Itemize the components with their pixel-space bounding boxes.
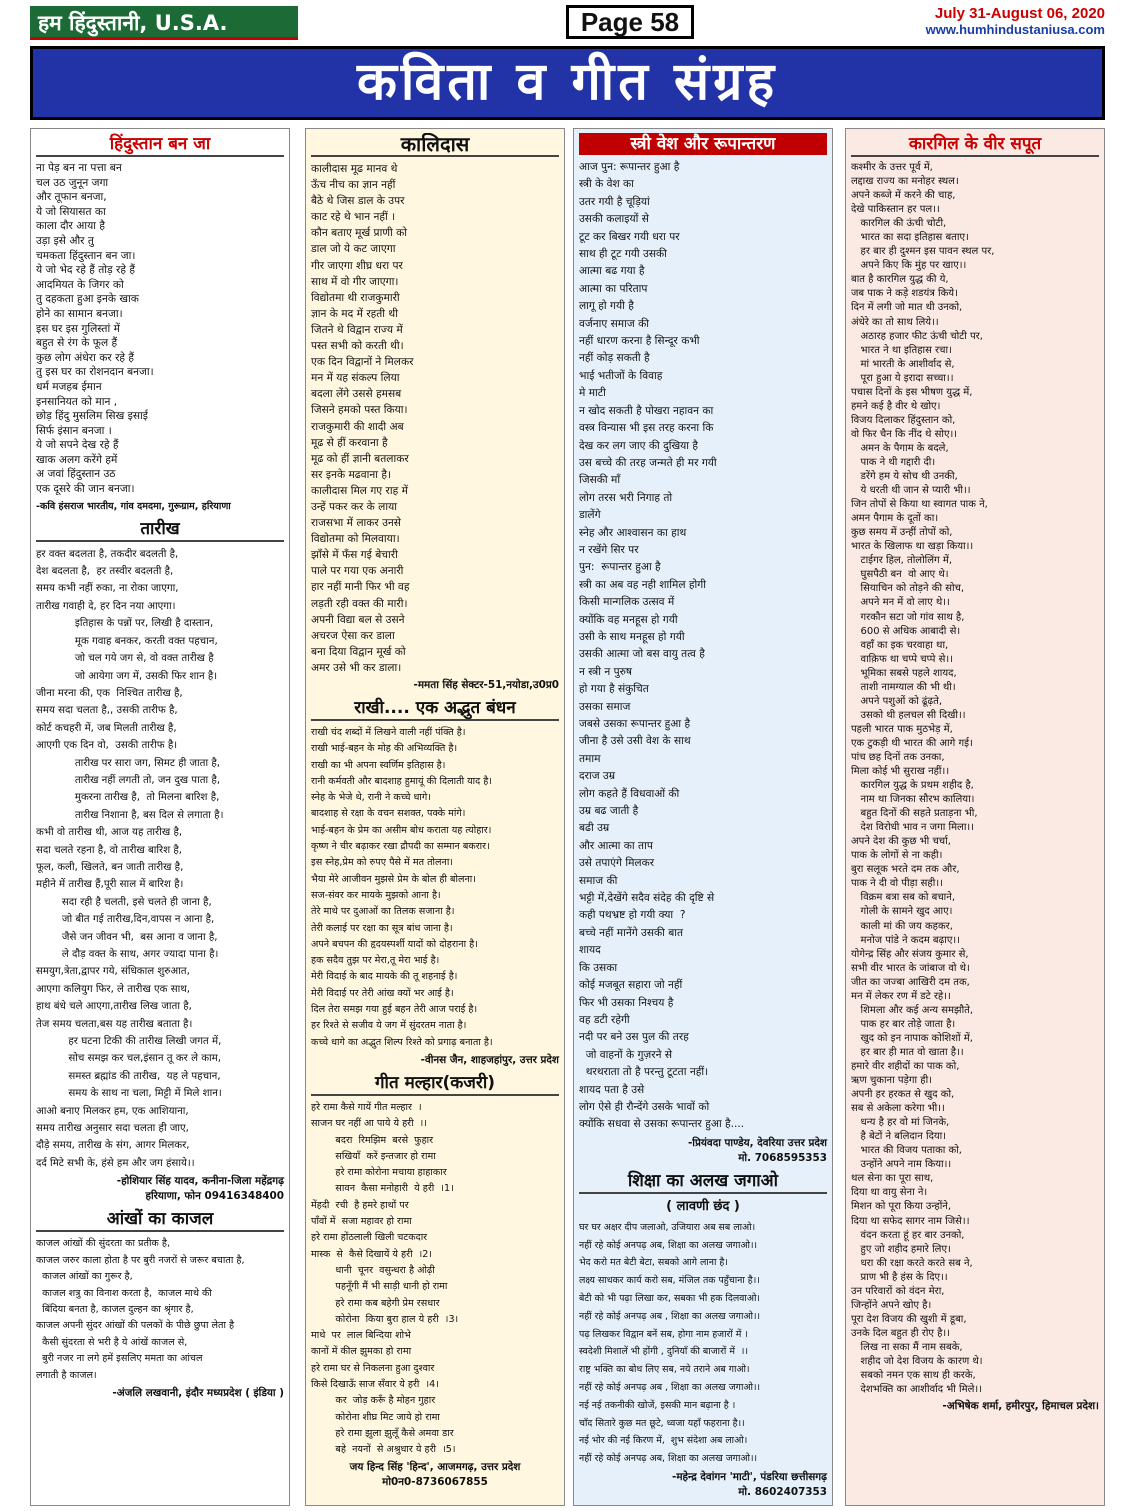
poem-credit: जय हिन्द सिंह 'हिन्द', आजमगढ़, उत्तर प्रदेश मो0न0-8736067855 [349,1461,521,1489]
poem-text: कालीदास मूढ मानव थे ऊँच नीच का ज्ञान नहीं बैठे थे जिस डाल के उपर काट रहे थे भान नहीं । कौन बताए मूर्ख प्राणी को डाल जो ये कट जाएगा गीर जाएगा शीघ्र धरा पर साथ में वो गीर जाएगा। विद्योतमा थी राजकुमारी ज्ञान के मद में रहती थी जितने थे विद्वान राज्य में पस्त सभी को करती थी। एक दिन विद्वानों ने मिलकर मन में यह संकल्प लिया बदला लेंगे उससे हमसब जिसने हमको पस्त किया। राजकुमारी की शादी अब मूढ से हीं करवाना है मूढ को हीं ज्ञानी बतलाकर सर इनके मढवाना है। कालीदास मिल गए राह में उन्हें पकर कर के लाया राजसभा में लाकर उनसे विद्योतमा को मिलवाया। झाँसे में फँस गई बेचारी पाले पर गया एक अनारी हार नहीं मानी फिर भी वह लड़ती रही वक्त की मारी। अपनी विद्या बल से उसने अचरज ऐसा कर डाला बना दिया विद्वान मूर्ख को अमर उसे भी कर डाला। [311,163,414,674]
poem-text: राखी चंद शब्दों में लिखने वाली नहीं पंक्ति है। राखी भाई-बहन के मोह की अभिव्यक्ति है। राखी का भी अपना स्वर्णिम इतिहास है। रानी कर्मवती और बादशाह हुमायूं की दिलाती याद है। स्नेह के भेजे थे, रानी ने कच्चे धागे। बादशाह से रक्षा के वचन सशक्त, पक्के मांगे। भाई-बहन के प्रेम का असीम बोध कराता यह त्योहार। कृष्ण ने चीर बढ़ाकर रखा द्रौपदी का सम्मान बकरार। इस स्नेह,प्रेम को रुपए पैसे में मत तोलना। भैया मेरे आजीवन मुझसे प्रेम के बोल ही बोलना। सज-संवर कर मायके मुझको आना है। तेरे माथे पर दुआओं का तिलक सजाना है। तेरी कलाई पर रक्षा का सूत्र बांध जाना है। अपने बचपन की हृदयस्पर्शी यादों को दोहराना है। हक सदैव तुझ पर मेरा,तू मेरा भाई है। मेरी विदाई के बाद मायके की तू शहनाई है। मेरी विदाई पर तेरी आंख क्यों भर आई है। दिल तेरा समझ गया हुई बहन तेरी आज पराई है। हर रिश्ते से सजीव ये जग में सुंदरतम नाता है। कच्चे धागे का अद्भुत शिल्प रिश्ते को प्रगाढ़ बनाता है। [311,727,493,1048]
poem-title: हिंदुस्तान बन जा [36,133,284,157]
poem-text: हर वक्त बदलता है, तकदीर बदलती है, देश बदलता है, हर तस्वीर बदलती है, समय कभी नहीं रुका, ना रोका जाएगा, तारीख गवाही दे, हर दिन नया आएगा। इतिहास के पन्नों पर, लिखी है दास्तान, मूक गवाह बनकर, करती वक्त पहचान, जो चल गये जग से, वो वक्त तारीख है जो आयेगा जग में, उसकी फिर शान है। जीना मरना की, एक निश्चित तारीख है, समय सदा चलता है,, उसकी तारीफ है, कोर्ट कचहरी में, जब मिलती तारीख है, आएगी एक दिन वो, उसकी तारीफ है। तारीख पर सारा जग, सिमट ही जाता है, तारीख नहीं लगती तो, जन दुख पाता है, मुकरना तारीख है, तो मिलना बारिश है, तारीख निशाना है, बस दिल से लगाता है। कभी वो तारीख थी, आज यह तारीख है, सदा चलते रहना है, वो तारीख बारिश है, फूल, कली, खिलते, बन जाती तारीख है, महीने में तारीख हैं,पूरी साल में बारिश है। सदा रही है चलती, इसे चलते ही जाना है, जो बीत गई तारीख,दिन,वापस न आना है, जैसे जन जीवन भी, बस आना व जाना है, ले दौड़ वक्त के साथ, अगर ज्यादा पाना है। समयुग,त्रेता,द्वापर गये, संधिकाल शुरुआत, आएगा कलियुग फिर, ले तारीख एक साथ, हाथ बंधे चले आएगा,तारीख लिख जाता है, तेज समय चलता,बस यह तारीख बताता है। हर घटना टिकी की तारीख लिखी जगत में, सोच समझ कर चल,इंसान तू कर ले काम, समस्त ब्रह्मांड की तारीख, यह ले पहचान, समय के साथ ना चला, मिट्टी में मिले शान। आओ बनाए मिलकर हम, एक आशियाना, समय तारीख अनुसार सदा चलता ही जाए, दौड़े समय, तारीख के संग, आगर मिलकर, दर्द मिटे सभी के, हंसे हम और जग हंसाये।। [36,548,224,1169]
poem-credit: -अभिषेक शर्मा, हमीरपुर, हिमाचल प्रदेश। [942,1400,1099,1413]
poem-title: कालिदास [311,133,559,157]
poem-credit: -होशियार सिंह यादव, कनीना-जिला महेंद्रगढ़ हरियाणा, फोन 09416348400 [116,1175,284,1203]
poem-subtitle: ( लावणी छंद ) [666,1198,740,1214]
poem-credit: -वीनस जैन, शाहजहांपुर, उत्तर प्रदेश [420,1053,559,1066]
poem-title: शिक्षा का अलख जगाओ [579,1170,827,1194]
poem-title: तारीख [36,518,284,542]
poem-text: कश्मीर के उत्तर पूर्व में, लद्दाख राज्य का मनोहर स्थल। अपने कब्जे में करने की चाह, देखे पाकिस्तान हर पल।। कारगिल की ऊंची चोटी, भारत का सदा इतिहास बताए। हर बार ही दुश्मन इस पावन स्थल पर, अपने किए कि मुंह पर खाए।। बात है कारगिल युद्ध की ये, जब पाक ने कड़े शडयंत्र किये। दिन में लगी जो मात थी उनको, अंधेरे का तो साथ लिये।। अठारह हजार फीट ऊंची चोटी पर, भारत ने था इतिहास रचा। मां भारती के आशीर्वाद से, पूरा हुआ ये इरादा सच्चा।। पचास दिनों के इस भीषण युद्ध में, हमने कई है वीर थे खोए। विजय दिलाकर हिंदुस्तान को, वो फिर चैन कि नींद थे सोए।। अमन के पैगाम के बदले, पाक ने थी गद्दारी दी। डरेंगे हम ये सोच थी उनकी, ये धरती थी जान से प्यारी भी।। जिन तोपों से किया था स्वागत पाक ने, अमन पैगाम के दूतों का। कुछ समय में उन्हीं तोपों को, भारत के खिलाफ था खड़ा किया।। टाईगर हिल, तोलोलिंग में, घुसपैठी बन वो आए थे। सियाचिन को तोड़ने की सोच, अपने मन में वो लाए थे।। गरकौन सटा जो गांव साथ है, 600 से अधिक आबादी से। वहाँ का इक चरवाहा था, वाक़िफ था चप्पे चप्पे से।। भूमिका सबसे पहले शायद, ताशी नामग्याल की भी थी। अपने पशुओं को ढूंढ़ते, उसको थी हलचल सी दिखी।। पहली भारत पाक मुठभेड़ में, एक टुकड़ी थी भारत की आगे गई। पांच छह दिनों तक उनका, मिला कोई भी सुराख नहीं।। कारगिल युद्ध के प्रथम शहीद है, नाम था जिनका सौरभ कालिया। बहुत दिनों की सहते प्रताड़ना भी, देश विरोधी भाव न जगा मिला।। अपने देश की कुछ भी चर्चा, पाक के लोगों से ना कही। बुरा सलूक भरते दम तक और, पाक ने दी वो पीड़ा सही।। विक्रम बत्रा सब को बचाने, गोली के सामने खुद आए। काली मां की जय कहकर, मनोज पांडे ने कदम बढ़ाए।। योगेन्द्र सिंह और संजय कुमार से, सभी वीर भारत के जांबाज वो थे। जीत का जज्बा आखिरी दम तक, मन में लेकर रण में डटे रहे।। शिमला और कई अन्य समझौते, पाक हर बार तोड़े जाता है। खुद को इन नापाक कोशिशों में, हर बार ही मात वो खाता है।। हमारे वीर शहीदों का पाक को, ऋण चुकाना पड़ेगा ही। अपनी हर हरकत से खुद को, सब से अकेला करेगा भी।। धन्य है हर वो मां जिनके, है बेटों ने बलिदान दिया। भारत की विजय पताका को, उन्होंने अपने नाम किया।। थल सेना का पूरा साथ, दिया था वायु सेना ने। मिशन को पूरा किया उन्होंने, दिया था सफेद सागर नाम जिसे।। वंदन करता हूं हर बार उनको, हुए जो शहीद हमारे लिए। धरा की रक्षा करते करते सब ने, प्राण भी है हंस के दिए।। उन परिवारों को वंदन मेरा, जिन्होंने अपने खोए है। पूरा देश विजय की खुशी में डूबा, उनके दिल बहुत ही रोए है।। लिख ना सका मैं नाम सबके, शहीद जो देश विजय के कारण थे। सबको नमन एक साथ ही करके, देशभक्ति का आशीर्वाद भी मिले।। [851,162,995,1396]
website-link[interactable]: www.humhindustaniusa.com [925,22,1105,37]
poem-text: हरे रामा कैसे गायें गीत मल्हार । साजन घर नहीं आ पाये ये हरी ।। बदरा रिमझिम बरसे फुहार सखियाँ करें इन्तजार हो रामा हरे रामा कोरोना मचाया हाहाकार सावन कैसा मनोहारी ये हरी ।1। मेंहदी रची है हमरे हाथों पर पाँवों में सजा महावर हो रामा हरे रामा होंठलाली खिली चटकदार मास्क से कैसे दिखायें ये हरी ।2। धानी चूनर वसुन्धरा है ओढ़ी पहनूँगी मैं भी साड़ी धानी हो रामा हरे रामा कब बहेगी प्रेम रसधार कोरोना किया बुरा हाल ये हरी ।3। माथे पर लाल बिन्दिया शोभे कानों में कील झुमका हो रामा हरे रामा घर से निकलना हुआ दुश्वार किसे दिखाऊँ साज सँवार ये हरी ।4। कर जोड़ करूँ है मोहन गुहार कोरोना शीघ्र मिट जाये हो रामा हरे रामा झुला झुलूँ कैसे अमवा डार बहे नयनों से अश्रुधार ये हरी ।5। [311,1101,459,1456]
poem-credit: -प्रियंवदा पाण्डेय, देवरिया उत्तर प्रदेश मो. 7068595353 [687,1136,827,1164]
section-banner: कविता व गीत संग्रह [30,46,1105,120]
poem-text: आज पुन: रूपान्तर हुआ है स्त्री के वेश का उतर गयी है चूड़ियां उसकी कलाइयों से टूट कर बिखर गयी धरा पर साथ ही टूट गयी उसकी आत्मा बढ गया है आत्मा का परिताप लागू हो गयी है वर्जनाए समाज की नहीं धारण करना है सिन्दूर कभी नहीं कोड़ सकती है भाई भतीजों के विवाह मे माटी न खोद सकती है पोखरा नहावन का वस्त्र विन्यास भी इस तरह करना कि देख कर लग जाए की दुखिया है उस बच्चे की तरह जन्मते ही मर गयी जिसकी माँ लोग तरस भरी निगाह तो डालेंगे स्नेह और आश्वासन का हाथ न रखेंगे सिर पर पुन: रूपान्तर हुआ है स्त्री का अब वह नही शामिल होगी किसी मान्गलिक उत्सव में क्योंकि वह मनहूस हो गयी उसी के साथ मनहूस हो गयी उसकी आत्मा जो बस वायु तत्व है न स्त्री न पुरुष हो गया है संकुचित उसका समाज जबसे उसका रूपान्तर हुआ है जीना है उसे उसी वेश के साथ तमाम दराज उम्र लोग कहते हैं विधवाओं की उम्र बढ जाती है बढी उम्र और आत्मा का ताप उसे तपाएंगे मिलकर समाज की भट्टी में,देखेंगे सदैव संदेह की दृष्टि से कही पथभ्रष्ट हो गयी क्या ? बच्चे नहीं मानेंगे उसकी बात शायद कि उसका कोई मजबूत सहारा जो नहीं फिर भी उसका निश्चय है वह डटी रहेगी नदी पर बने उस पुल की तरह जो वाहनों के गुज़रने से थरथराता तो है परन्तु टूटता नहीं। शायद पता है उसे लोग ऐसे ही रौन्देंगे उसके भावों को क्योंकि सधवा से उसका रूपान्तर हुआ है.... [579,161,745,1131]
poem-title: स्त्री वेश और रूपान्तरण [579,133,827,155]
issue-date: July 31-August 06, 2020 [934,5,1105,22]
poem-credit: -महेन्द्र देवांगन 'माटी', पंडरिया छत्तीसगढ़ मो. 8602407353 [672,1470,827,1498]
column-2 [305,128,565,1506]
poem-credit: -अंजलि लखवानी, इंदौर मध्यप्रदेश ( इंडिया ) [112,1386,284,1399]
column-3 [573,128,833,1506]
poem-title: आंखों का काजल [36,1208,284,1232]
poem-title: कारगिल के वीर सपूत [851,133,1099,157]
page-number: Page 58 [566,5,694,39]
poem-title: राखी.... एक अद्भुत बंधन [311,697,559,721]
column-4 [845,128,1105,1506]
poem-text: ना पेड़ बन ना पत्ता बन चल उठ जुनून जगा और तूफान बनजा, ये जो सियासत का काला दौर आया है उड़ा इसे और तु चमकता हिंदुस्तान बन जा। ये जो भेद रहे हैं तोड़ रहे हैं आदमियत के जिगर को तु दहकता हुआ इनके खाक होने का सामान बनजा। इस घर इस गुलिस्तां में बहुत से रंग के फूल हैं कुछ लोग अंधेरा कर रहे हैं तु इस घर का रोशनदान बनजा। धर्म मजहब ईमान इनसानियत को मान , छोड़ हिंदु मुसलिम सिख इसाई सिर्फ इंसान बनजा । ये जो सपने देख रहे हैं खाक अलग करेंगे हमें अ जवां हिंदुस्तान उठ एक दूसरे की जान बनजा। [36,162,154,496]
poem-credit: -ममता सिंह सेक्टर-51,नयोडा,उ0प्र0 [413,679,559,691]
poem-credit: -कवि हंसराज भारतीय, गांव दमदमा, गुरूग्राम, हरियाणा [36,500,231,512]
poem-text: काजल आंखों की सुंदरता का प्रतीक है, काजल जरुर काला होता है पर बुरी नजरों से जरूर बचाता है, काजल आंखों का गुरूर है, काजल शत्रु का विनाश करता है, काजल माथे की बिंदिया बनता है, काजल दुल्हन का श्रृंगार है, काजल अपनी सुंदर आंखों की पलकों के पीछे छुपा लेता है कैसी सुंदरता से भरी है ये आंखें काजल से, बुरी नजर ना लगे हमें इसलिए ममता का आंचल लगाती है काजल। [36,1238,245,1381]
poem-title: गीत मल्हार(कजरी) [311,1072,559,1096]
column-1 [30,128,290,1506]
masthead: हम हिंदुस्तानी, U.S.A. [30,6,298,40]
page-header [0,0,1135,44]
poem-text: घर घर अक्षर दीप जलाओ, उजियारा अब सब लाओ। नहीं रहे कोई अनपढ़ अब, शिक्षा का अलख जगाओ।। भेद करो मत बेटी बेटा, सबको आगे लाना है। लक्ष्य साधकर कार्य करो सब, मंजिल तक पहुँचाना है।। बेटी को भी पढ़ा लिखा कर, सबका भी हक दिलवाओ। नहीं रहे कोई अनपढ़ अब , शिक्षा का अलख जगाओ।। पढ़ लिखकर विद्वान बनें सब, होगा नाम हजारों में । स्वदेशी मिशालें भी होंगी , दुनियाँ की बाजारों में ।। राष्ट्र भक्ति का बोध लिए सब, नये तराने अब गाओ। नहीं रहे कोई अनपढ़ अब , शिक्षा का अलख जगाओ।। नई नई तकनीकी खोजें, इसकी मान बढ़ाना है । चाँद सितारे कुछ मत छूटे, ध्वजा यहाँ फहराना है।। नई भोर की नई किरण में, शुभ संदेशा अब लाओ। नहीं रहे कोई अनपढ़ अब, शिक्षा का अलख जगाओ।। [579,1221,761,1465]
